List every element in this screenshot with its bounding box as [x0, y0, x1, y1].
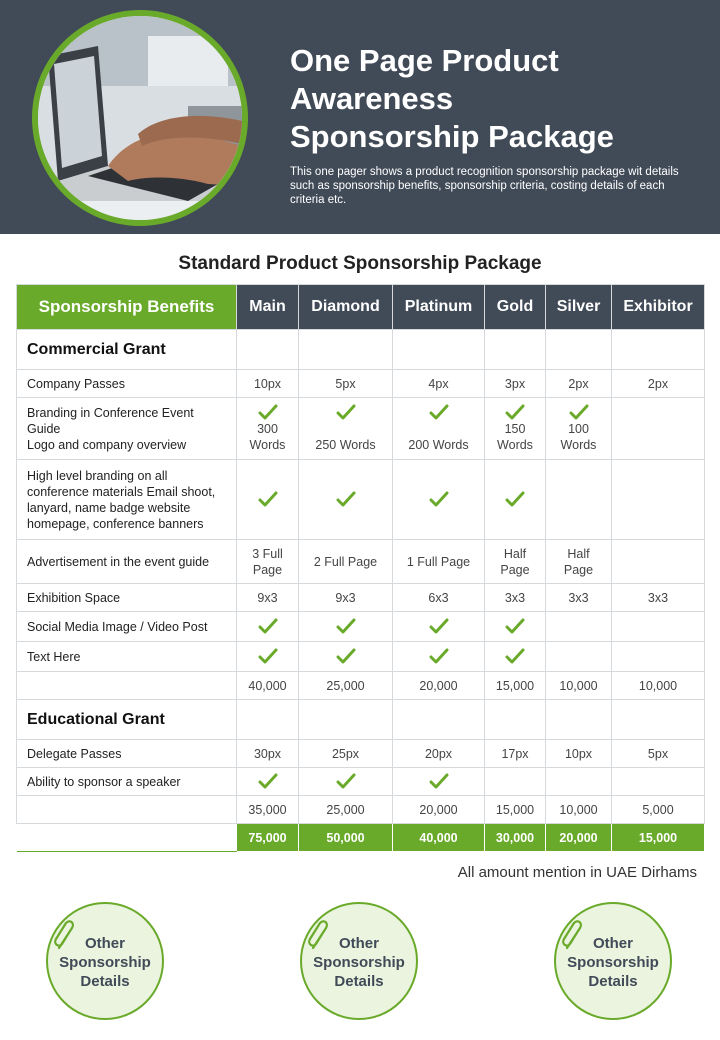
cell-line: 250 Words [315, 438, 376, 453]
cell-line: 200 Words [408, 438, 469, 453]
table-cell [299, 398, 393, 460]
table-row-advertisement [17, 540, 705, 584]
table-cell [546, 642, 612, 672]
check-icon [505, 404, 525, 421]
table-cell: 15,000 [485, 672, 546, 700]
row-label: High level branding on all conference materials Email shoot, lanyard, name badge website homepage, conference banners [17, 460, 237, 540]
table-cell [237, 460, 299, 540]
other-details-circle[interactable] [554, 902, 672, 1020]
table-cell [299, 642, 393, 672]
table-title: Standard Product Sponsorship Package [178, 253, 542, 274]
cell-line: Page [252, 562, 283, 577]
total-cell: 20,000 [546, 824, 612, 852]
cell-line: 100 [568, 422, 589, 437]
table-cell [546, 398, 612, 460]
check-icon [336, 648, 356, 665]
table-cell: 10,000 [546, 672, 612, 700]
currency-note: All amount mention in UAE Dirhams [457, 864, 697, 881]
circle-line: Details [588, 973, 638, 990]
page-title [290, 42, 690, 156]
table-cell [237, 398, 299, 460]
check-icon [429, 618, 449, 635]
table-cell: 3px [485, 370, 546, 398]
check-icon [258, 618, 278, 635]
table-row-delegate-passes [17, 740, 705, 768]
title-line: Sponsorship Package [290, 119, 614, 154]
circle-line: Sponsorship [59, 954, 151, 971]
row-label: Company Passes [17, 370, 237, 398]
cell-line: Words [560, 438, 597, 453]
table-cell [546, 612, 612, 642]
circle-line: Other [592, 935, 633, 952]
table-cell: 20px [393, 740, 485, 768]
table-cell [485, 612, 546, 642]
check-icon [429, 404, 449, 421]
other-details-circle[interactable] [300, 902, 418, 1020]
table-cell: 25,000 [299, 672, 393, 700]
table-cell: 2px [546, 370, 612, 398]
cell-line: 300 [257, 422, 278, 437]
table-cell: 25px [299, 740, 393, 768]
other-details-circle[interactable] [46, 902, 164, 1020]
header-platinum: Platinum [393, 285, 485, 330]
circle-line: Details [80, 973, 130, 990]
cell-line: Half [503, 546, 527, 561]
check-icon [336, 618, 356, 635]
table-cell: 6x3 [393, 584, 485, 612]
table-cell [485, 642, 546, 672]
table-row-text-here [17, 642, 705, 672]
table-cell: 5px [612, 740, 705, 768]
table-row-branding [17, 398, 705, 460]
check-icon [505, 648, 525, 665]
table-cell [299, 768, 393, 796]
header-silver: Silver [546, 285, 612, 330]
table-row-speaker [17, 768, 705, 796]
table-cell [612, 540, 705, 584]
sponsorship-table [16, 284, 705, 852]
table-cell [546, 768, 612, 796]
table-cell: 10px [546, 740, 612, 768]
table-cell [393, 642, 485, 672]
table-cell [485, 460, 546, 540]
table-cell: 9x3 [299, 584, 393, 612]
table-cell: 4px [393, 370, 485, 398]
row-label: Social Media Image / Video Post [17, 612, 237, 642]
table-cell [299, 460, 393, 540]
table-cell [612, 642, 705, 672]
circle-line: Other [338, 935, 379, 952]
section-row-commercial [17, 330, 705, 370]
total-cell: 40,000 [393, 824, 485, 852]
table-cell: 1 Full Page [393, 540, 485, 584]
check-icon [336, 491, 356, 508]
table-row-high-level-branding [17, 460, 705, 540]
table-row-commercial-subtotal [17, 672, 705, 700]
table-cell [485, 768, 546, 796]
table-cell [612, 768, 705, 796]
header-exhibitor: Exhibitor [612, 285, 705, 330]
section-row-educational [17, 700, 705, 740]
table-cell: 9x3 [237, 584, 299, 612]
table-cell: 15,000 [485, 796, 546, 824]
laptop-photo [38, 16, 242, 220]
check-icon [258, 491, 278, 508]
table-cell [393, 460, 485, 540]
table-row-company-passes [17, 370, 705, 398]
circle-line: Other [84, 935, 125, 952]
check-icon [429, 773, 449, 790]
check-icon [258, 404, 278, 421]
check-icon [336, 773, 356, 790]
circle-text [48, 934, 162, 991]
table-cell: 10,000 [612, 672, 705, 700]
cell-line: Half [567, 546, 590, 561]
check-icon [429, 491, 449, 508]
table-cell [237, 540, 299, 584]
total-cell: 75,000 [237, 824, 299, 852]
check-icon [336, 404, 356, 421]
table-cell [393, 398, 485, 460]
table-cell: 25,000 [299, 796, 393, 824]
check-icon [569, 404, 589, 421]
check-icon [505, 618, 525, 635]
title-line: One Page Product [290, 43, 559, 78]
table-cell: 20,000 [393, 672, 485, 700]
table-cell: 2px [612, 370, 705, 398]
cell-line: Words [497, 438, 533, 453]
cell-line: Words [249, 438, 286, 453]
circle-text [302, 934, 416, 991]
label-line: Logo and company overview [27, 437, 187, 452]
table-cell [393, 612, 485, 642]
header-diamond: Diamond [299, 285, 393, 330]
table-cell [612, 460, 705, 540]
table-row-exhibition [17, 584, 705, 612]
table-cell: 5,000 [612, 796, 705, 824]
table-cell: 30px [237, 740, 299, 768]
section-label: Commercial Grant [17, 330, 237, 370]
table-cell: 3x3 [485, 584, 546, 612]
title-line: Awareness [290, 81, 454, 116]
check-icon [258, 648, 278, 665]
table-cell [546, 540, 612, 584]
table-cell: 40,000 [237, 672, 299, 700]
cell-line: Page [563, 562, 594, 577]
row-label: Delegate Passes [17, 740, 237, 768]
row-label: Text Here [17, 642, 237, 672]
table-cell [485, 398, 546, 460]
table-row-social-media [17, 612, 705, 642]
table-cell: 3x3 [612, 584, 705, 612]
table-cell [299, 612, 393, 642]
check-icon [429, 648, 449, 665]
cell-line: Page [500, 562, 530, 577]
section-label: Educational Grant [17, 700, 237, 740]
table-cell [612, 398, 705, 460]
table-cell: 10,000 [546, 796, 612, 824]
check-icon [258, 773, 278, 790]
cell-line: 3 Full [252, 546, 283, 561]
row-label [17, 398, 237, 460]
circle-text [556, 934, 670, 991]
total-cell: 50,000 [299, 824, 393, 852]
total-cell: 15,000 [612, 824, 705, 852]
total-cell: 30,000 [485, 824, 546, 852]
circle-line: Sponsorship [313, 954, 405, 971]
table-cell [546, 460, 612, 540]
check-icon [505, 491, 525, 508]
circle-line: Details [334, 973, 384, 990]
table-cell [237, 642, 299, 672]
table-cell: 20,000 [393, 796, 485, 824]
page-subtitle: This one pager shows a product recognition sponsorship package wit details such as sponsorship benefits, sponsorship criteria, costing details of each criteria etc. [290, 166, 679, 206]
row-label: Ability to sponsor a speaker [17, 768, 237, 796]
cell-line: 150 [504, 422, 526, 437]
table-cell [393, 768, 485, 796]
label-line: Guide [27, 421, 61, 436]
header-gold: Gold [485, 285, 546, 330]
row-label: Advertisement in the event guide [17, 540, 237, 584]
table-cell [237, 612, 299, 642]
table-cell [485, 540, 546, 584]
header-banner [0, 0, 720, 234]
label-line: Branding in Conference Event [27, 405, 194, 420]
table-cell: 35,000 [237, 796, 299, 824]
table-header-row [17, 285, 705, 330]
row-label: Exhibition Space [17, 584, 237, 612]
table-cell: 17px [485, 740, 546, 768]
table-cell [612, 612, 705, 642]
circle-line: Sponsorship [567, 954, 659, 971]
table-row-educational-subtotal [17, 796, 705, 824]
table-row-grand-total [17, 824, 705, 852]
header-benefits: Sponsorship Benefits [17, 285, 237, 330]
table-cell: 10px [237, 370, 299, 398]
table-cell [237, 768, 299, 796]
table-cell: 3x3 [546, 584, 612, 612]
table-cell: 5px [299, 370, 393, 398]
header-main: Main [237, 285, 299, 330]
table-cell: 2 Full Page [299, 540, 393, 584]
